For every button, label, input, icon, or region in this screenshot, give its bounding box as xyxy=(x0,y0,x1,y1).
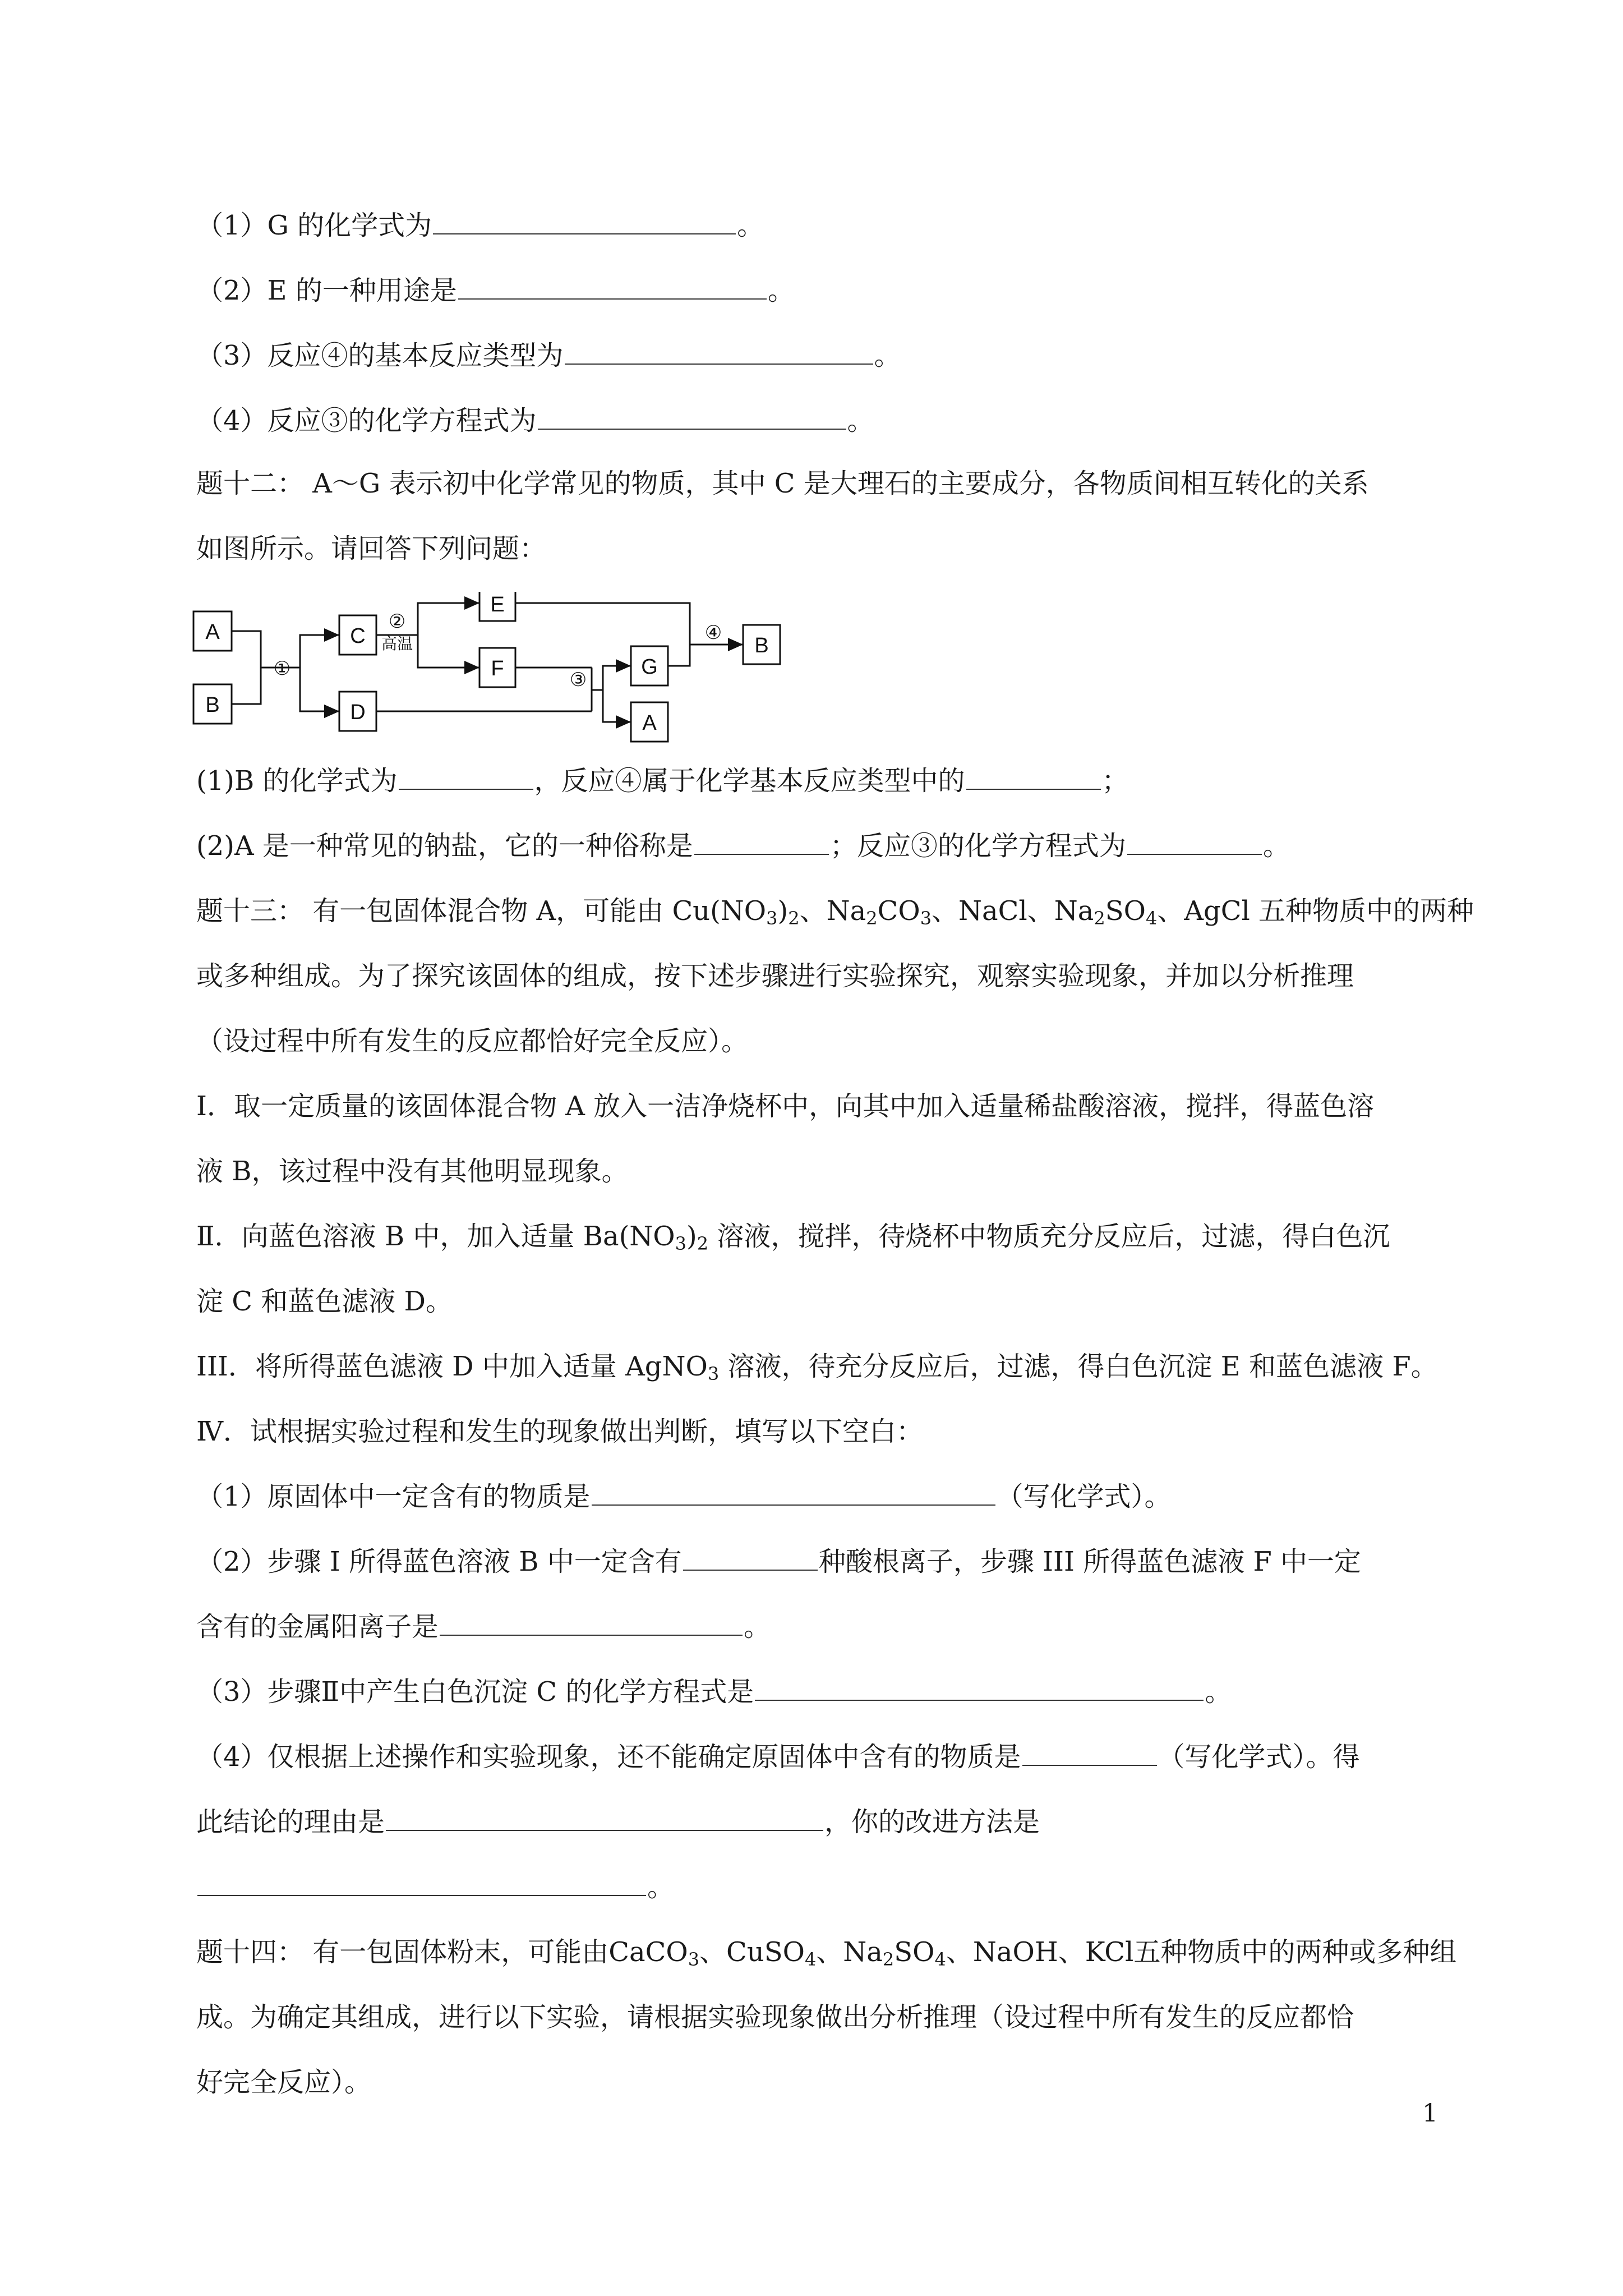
q11-part3: （3）反应④的基本反应类型为 。 xyxy=(196,340,901,371)
node-c: C xyxy=(350,624,366,648)
node-a: A xyxy=(205,620,220,644)
q13-answer4-line1: （4）仅根据上述操作和实验现象，还不能确定原固体中含有的物质是 （写化学式）。得 xyxy=(196,1741,1360,1773)
page-number: 1 xyxy=(1422,2099,1438,2128)
q13-step4: Ⅳ．试根据实验过程和发生的现象做出判断，填写以下空白： xyxy=(196,1416,923,1447)
answer-blank[interactable] xyxy=(197,1870,646,1896)
q13-answer4-line3: 。 xyxy=(196,1869,674,1905)
q13-answer4-line2: 此结论的理由是 ，你的改进方法是 xyxy=(196,1806,1040,1838)
q12-subq2: (2)A 是一种常见的钠盐，它的一种俗称是 ；反应③的化学方程式为 。 xyxy=(196,830,1290,862)
reaction-label-2: ② xyxy=(388,611,406,632)
reaction-label-4: ④ xyxy=(704,622,722,643)
answer-blank[interactable] xyxy=(683,1545,818,1571)
q14-intro-line2: 成。为确定其组成，进行以下实验，请根据实验现象做出分析推理（设过程中所有发生的反应都恰 xyxy=(196,2001,1354,2033)
q13-step2-line2: 淀 C 和蓝色滤液 D。 xyxy=(196,1286,453,1317)
answer-blank[interactable] xyxy=(458,274,767,300)
node-a2: A xyxy=(642,711,657,735)
q12-intro-line2: 如图所示。请回答下列问题： xyxy=(196,533,547,564)
node-b: B xyxy=(205,693,220,717)
q13-step1-line2: 液 B，该过程中没有其他明显现象。 xyxy=(196,1156,629,1187)
q11-part2: （2）E 的一种用途是 。 xyxy=(196,275,795,306)
q12-subq1: (1)B 的化学式为 ，反应④属于化学基本反应类型中的 ； xyxy=(196,765,1129,797)
answer-blank[interactable] xyxy=(1022,1740,1157,1766)
answer-blank[interactable] xyxy=(694,829,829,855)
answer-blank[interactable] xyxy=(966,764,1101,790)
answer-blank[interactable] xyxy=(565,339,873,365)
q13-step3: III．将所得蓝色滤液 D 中加入适量 AgNO$_3$ 溶液，待充分反应后，过滤，得白色沉淀 E 和蓝色滤液 F。 xyxy=(196,1351,1438,1384)
q14-intro-line3: 好完全反应）。 xyxy=(196,2067,372,2098)
reaction-flow-diagram xyxy=(188,592,782,749)
answer-blank[interactable] xyxy=(399,764,533,790)
answer-blank[interactable] xyxy=(538,404,846,430)
q13-intro-line2: 或多种组成。为了探究该固体的组成，按下述步骤进行实验探究，观察实验现象，并加以分析推理 xyxy=(196,960,1354,992)
q13-intro-line1: 题十三： 有一包固体混合物 A，可能由 $Cu(NO_3)_2$、$Na_2CO_3$、NaCl、$Na_2SO_4$、AgCl 五种物质中的两种 xyxy=(196,895,1474,929)
q13-step1-line1: I．取一定质量的该固体混合物 A 放入一洁净烧杯中，向其中加入适量稀盐酸溶液，搅拌，得蓝色溶 xyxy=(196,1091,1375,1122)
q12-intro-line1: 题十二： A～G 表示初中化学常见的物质，其中 C 是大理石的主要成分，各物质间相互转化的关系 xyxy=(196,468,1369,499)
answer-blank[interactable] xyxy=(386,1805,823,1831)
answer-blank[interactable] xyxy=(755,1675,1204,1701)
node-d: D xyxy=(350,701,366,724)
answer-blank[interactable] xyxy=(433,209,736,234)
q13-intro-line3: （设过程中所有发生的反应都恰好完全反应）。 xyxy=(196,1025,749,1057)
node-b2: B xyxy=(754,634,769,657)
node-e: E xyxy=(490,593,505,616)
q11-part1: （1）G 的化学式为 。 xyxy=(196,210,764,241)
answer-blank[interactable] xyxy=(1127,829,1262,855)
reaction-label-3: ③ xyxy=(569,669,587,691)
reaction-label-1: ① xyxy=(273,658,291,679)
q11-part4: （4）反应③的化学方程式为 。 xyxy=(196,405,874,436)
node-g: G xyxy=(641,655,658,679)
node-f: F xyxy=(491,657,504,680)
q14-intro-line1: 题十四： 有一包固体粉末，可能由CaCO$_3$、CuSO$_4$、$Na_2SO_4$、NaOH、KCl五种物质中的两种或多种组 xyxy=(196,1936,1457,1970)
q13-answer3: （3）步骤Ⅱ中产生白色沉淀 C 的化学方程式是 。 xyxy=(196,1676,1232,1708)
answer-blank[interactable] xyxy=(440,1610,743,1636)
q13-step2-line1: Ⅱ．向蓝色溶液 B 中，加入适量 $Ba(NO_3)_2$ 溶液，搅拌，待烧杯中物质充分反应后，过滤，得白色沉 xyxy=(196,1221,1390,1254)
q13-answer2-line2: 含有的金属阳离子是 。 xyxy=(196,1611,771,1642)
answer-blank[interactable] xyxy=(592,1480,995,1506)
reaction-condition: 高温 xyxy=(381,635,413,652)
q13-answer1: （1）原固体中一定含有的物质是 （写化学式）。 xyxy=(196,1481,1172,1512)
q13-answer2-line1: （2）步骤 I 所得蓝色溶液 B 中一定含有 种酸根离子，步骤 III 所得蓝色滤液 F 中一定 xyxy=(196,1546,1362,1577)
